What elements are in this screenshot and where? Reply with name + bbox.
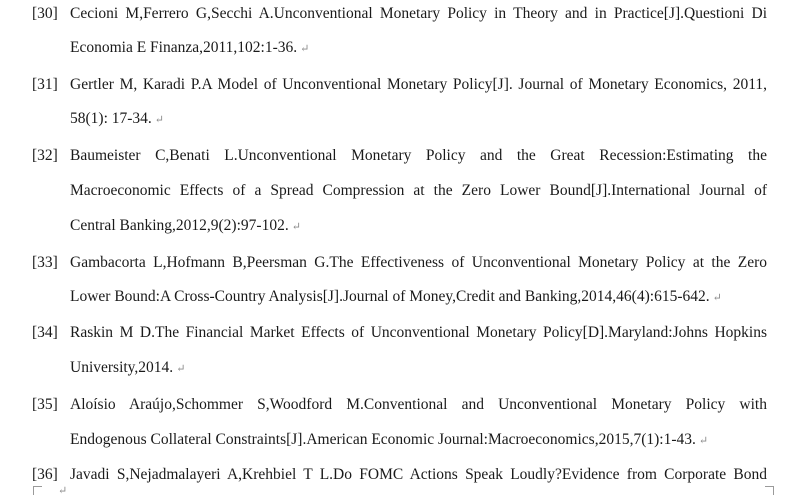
page-corner-marker [765, 486, 774, 495]
reference-text: Baumeister C,Benati L.Unconventional Monetary Policy and the Great Recession:Estimating the [70, 147, 767, 164]
reference-text: Cecioni M,Ferrero G,Secchi A.Unconventional Monetary Policy in Theory and in Practice[J].Questioni Di [70, 5, 767, 22]
paragraph-mark-icon: ↵ [291, 221, 301, 233]
reference-line [70, 179, 767, 203]
reference-text: Economia E Finanza,2011,102:1-36. [70, 39, 298, 56]
paragraph-mark-icon: ↵ [176, 363, 186, 375]
reference-number: [30] [32, 5, 58, 22]
reference-text: Central Banking,2012,9(2):97-102. [70, 217, 289, 234]
reference-line [70, 144, 767, 168]
reference-text: Endogenous Collateral Constraints[J].American Economic Journal:Macroeconomics,2015,7(1):1-43. [70, 431, 696, 448]
reference-text: Macroeconomic Effects of a Spread Compression at the Zero Lower Bound[J].International Journal of [70, 182, 767, 199]
paragraph-mark-icon: ↵ [300, 43, 310, 55]
reference-line [70, 285, 722, 309]
reference-line [70, 214, 301, 238]
reference-number: [35] [32, 396, 58, 413]
reference-line [70, 428, 708, 452]
paragraph-mark-icon: ↵ [154, 114, 165, 126]
reference-number: [34] [32, 324, 58, 341]
paragraph-mark-icon: ↵ [712, 292, 722, 304]
reference-text: Gambacorta L,Hofmann B,Peersman G.The Effectiveness of Unconventional Monetary Policy at the Zero [70, 254, 767, 271]
reference-line [70, 463, 767, 487]
reference-text: Javadi S,Nejadmalayeri A,Krehbiel T L.Do FOMC Actions Speak Loudly?Evidence from Corporate Bond [70, 466, 767, 483]
reference-line [70, 321, 767, 345]
reference-text: University,2014. [70, 359, 174, 376]
reference-text: Raskin M D.The Financial Market Effects of Unconventional Monetary Policy[D].Maryland:Johns Hopkins [70, 324, 767, 341]
reference-number: [32] [32, 147, 58, 164]
page-corner-marker [33, 486, 42, 495]
reference-number: [36] [32, 466, 58, 483]
reference-number: [31] [32, 76, 58, 93]
reference-text: Gertler M, Karadi P.A Model of Unconventional Monetary Policy[J]. Journal of Monetary Economics, 2011, [70, 76, 767, 93]
reference-text: 58(1): 17-34. [70, 110, 152, 127]
paragraph-mark-icon: ↵ [58, 485, 68, 497]
reference-line [70, 107, 164, 131]
reference-line [70, 251, 767, 275]
reference-line [70, 356, 185, 380]
reference-number: [33] [32, 254, 58, 271]
paragraph-mark-icon: ↵ [698, 435, 709, 447]
reference-line [70, 2, 767, 26]
reference-text: Aloísio Araújo,Schommer S,Woodford M.Conventional and Unconventional Monetary Policy with [70, 396, 767, 413]
reference-text: Lower Bound:A Cross-Country Analysis[J].Journal of Money,Credit and Banking,2014,46(4):615-642. [70, 288, 710, 305]
reference-line [70, 36, 309, 60]
reference-line [70, 393, 767, 417]
reference-line [70, 73, 767, 97]
